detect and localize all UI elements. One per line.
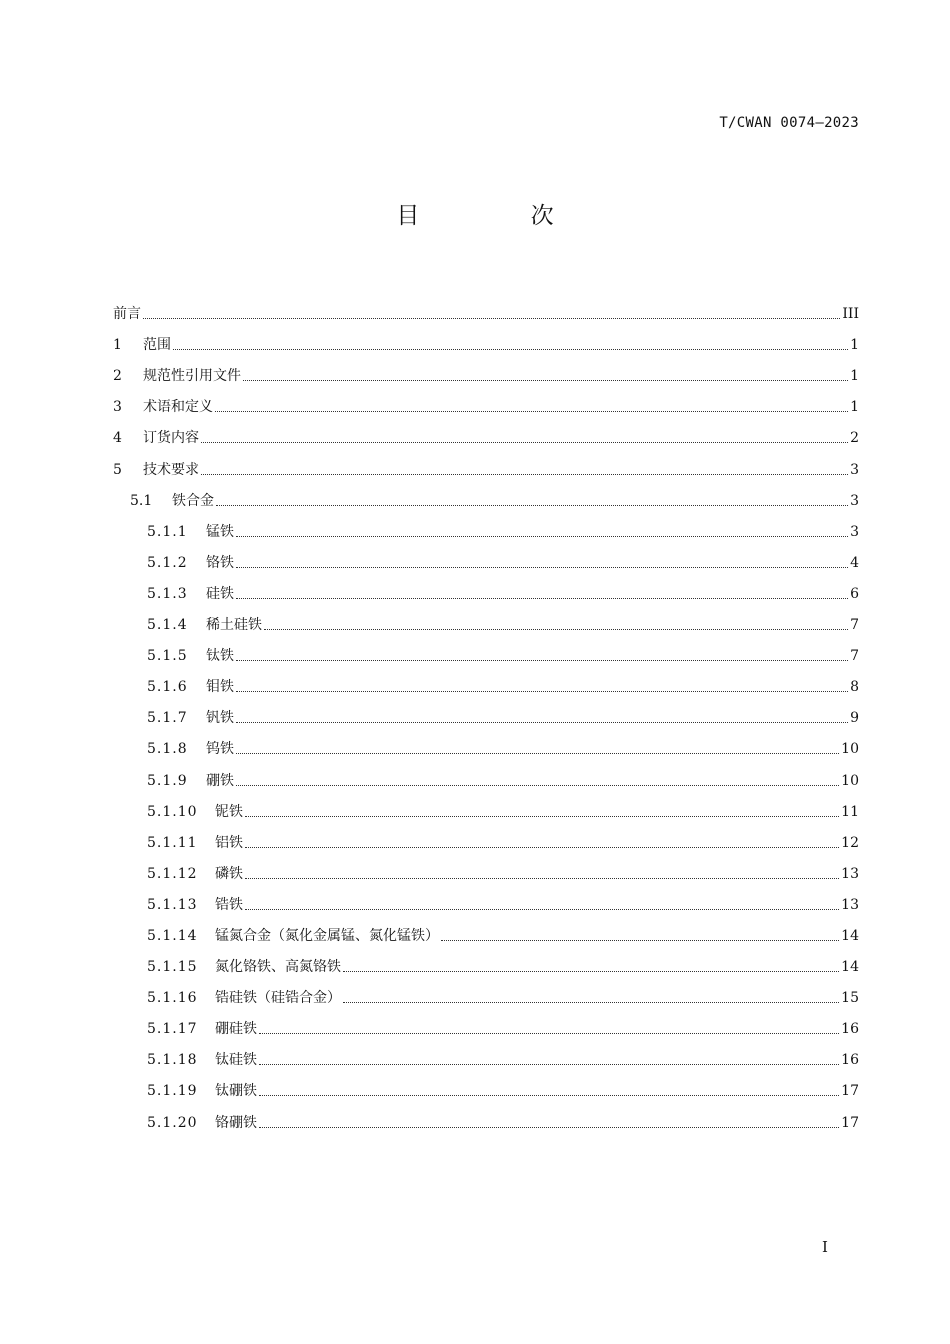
toc-entry-page: 3 xyxy=(850,492,859,509)
toc-entry-label: 规范性引用文件 xyxy=(143,368,241,385)
dot-leader xyxy=(243,379,848,381)
toc-entry-page: 3 xyxy=(850,461,859,478)
dot-leader xyxy=(245,846,839,848)
toc-entry-label: 钛铁 xyxy=(206,648,234,665)
toc-entry-number: 5.1.10 xyxy=(147,803,198,820)
dot-leader xyxy=(216,504,848,506)
toc-entry-label: 术语和定义 xyxy=(143,399,213,416)
toc-entry-label: 硼铁 xyxy=(206,772,234,789)
toc-entry[interactable] xyxy=(113,354,859,385)
toc-entry-page: 6 xyxy=(850,585,859,602)
toc-entry-number: 5.1.9 xyxy=(147,772,188,789)
toc-entry[interactable] xyxy=(113,510,859,541)
dot-leader xyxy=(245,877,839,879)
dot-leader xyxy=(343,1001,839,1003)
dot-leader xyxy=(201,473,848,475)
toc-entry[interactable] xyxy=(113,1038,859,1069)
toc-entry-number: 5.1.13 xyxy=(147,896,198,913)
toc-entry-number: 5.1.14 xyxy=(147,927,198,944)
toc-entry[interactable] xyxy=(113,665,859,696)
toc-entry-label: 锆硅铁（硅锆合金） xyxy=(215,990,341,1007)
toc-entry[interactable] xyxy=(113,292,859,323)
toc-entry-page: 10 xyxy=(841,741,859,758)
toc-entry[interactable] xyxy=(113,447,859,478)
toc-entry-page: 15 xyxy=(841,990,859,1007)
toc-entry[interactable] xyxy=(113,416,859,447)
toc-entry-label: 稀土硅铁 xyxy=(206,617,262,634)
dot-leader xyxy=(236,721,848,723)
toc-entry-label: 钼铁 xyxy=(206,679,234,696)
toc-entry-number: 5.1.19 xyxy=(147,1083,198,1100)
toc-entry-page: 8 xyxy=(850,679,859,696)
dot-leader xyxy=(259,1032,839,1034)
toc-entry[interactable] xyxy=(113,634,859,665)
toc-entry[interactable] xyxy=(113,603,859,634)
toc-entry[interactable] xyxy=(113,914,859,945)
toc-entry-label: 订货内容 xyxy=(143,430,199,447)
toc-entry-label: 铝铁 xyxy=(215,834,243,851)
toc-entry-label: 钛硼铁 xyxy=(215,1083,257,1100)
toc-entry[interactable] xyxy=(113,945,859,976)
toc-entry[interactable] xyxy=(113,1007,859,1038)
toc-entry[interactable] xyxy=(113,1100,859,1131)
toc-entry-label: 硅铁 xyxy=(206,585,234,602)
dot-leader xyxy=(259,1094,839,1096)
toc-entry-label: 氮化铬铁、高氮铬铁 xyxy=(215,959,341,976)
toc-entry-number: 1 xyxy=(113,337,122,354)
toc-entry-label: 铌铁 xyxy=(215,803,243,820)
toc-entry-page: 13 xyxy=(841,865,859,882)
toc-entry-number: 4 xyxy=(113,430,122,447)
toc-entry-page: 10 xyxy=(841,772,859,789)
toc-entry[interactable] xyxy=(113,821,859,852)
toc-entry-number: 5.1.5 xyxy=(147,648,188,665)
toc-entry-page: 1 xyxy=(850,337,859,354)
toc-entry[interactable] xyxy=(113,572,859,603)
page-title: 目 次 xyxy=(396,203,606,229)
toc-entry-page: 7 xyxy=(850,648,859,665)
toc-entry[interactable] xyxy=(113,323,859,354)
dot-leader xyxy=(215,410,848,412)
toc-entry-number: 5 xyxy=(113,461,122,478)
toc-entry-label: 技术要求 xyxy=(143,461,199,478)
toc-entry-label: 前言 xyxy=(113,306,141,323)
toc-entry-label: 钨铁 xyxy=(206,741,234,758)
dot-leader xyxy=(264,628,848,630)
toc-entry-number: 5.1.8 xyxy=(147,741,188,758)
toc-entry-page: 7 xyxy=(850,617,859,634)
toc-entry-page: 13 xyxy=(841,896,859,913)
toc-entry-number: 3 xyxy=(113,399,122,416)
toc-entry-label: 钛硅铁 xyxy=(215,1052,257,1069)
dot-leader xyxy=(173,348,848,350)
toc-entry-number: 5.1.20 xyxy=(147,1114,198,1131)
toc-entry-number: 5.1.4 xyxy=(147,617,188,634)
toc-entry[interactable] xyxy=(113,1069,859,1100)
toc-entry-number: 5.1.11 xyxy=(147,834,198,851)
dot-leader xyxy=(236,784,839,786)
dot-leader xyxy=(343,970,839,972)
dot-leader xyxy=(236,659,848,661)
dot-leader xyxy=(236,597,848,599)
toc-entry-page: 16 xyxy=(841,1052,859,1069)
toc-entry-page: III xyxy=(842,306,859,323)
toc-entry-number: 5.1.17 xyxy=(147,1021,198,1038)
toc-entry-number: 5.1.18 xyxy=(147,1052,198,1069)
toc-entry-label: 钒铁 xyxy=(206,710,234,727)
dot-leader xyxy=(236,690,848,692)
toc-entry-label: 锰铁 xyxy=(206,523,234,540)
page-number: I xyxy=(822,1238,828,1256)
toc-entry-number: 5.1.3 xyxy=(147,585,188,602)
dot-leader xyxy=(236,535,848,537)
toc-entry[interactable] xyxy=(113,852,859,883)
toc-entry-number: 5.1 xyxy=(130,492,153,509)
toc-entry[interactable] xyxy=(113,883,859,914)
toc-entry[interactable] xyxy=(113,696,859,727)
toc-entry-page: 4 xyxy=(850,554,859,571)
toc-entry-page: 1 xyxy=(850,399,859,416)
dot-leader xyxy=(245,908,839,910)
dot-leader xyxy=(259,1126,839,1128)
toc-entry-number: 2 xyxy=(113,368,122,385)
toc-entry-number: 5.1.1 xyxy=(147,523,188,540)
toc-entry-number: 5.1.16 xyxy=(147,990,198,1007)
toc-entry-page: 1 xyxy=(850,368,859,385)
toc-entry-page: 2 xyxy=(850,430,859,447)
toc-entry-number: 5.1.12 xyxy=(147,865,198,882)
dot-leader xyxy=(236,752,839,754)
toc-entry[interactable] xyxy=(113,541,859,572)
toc-entry-page: 11 xyxy=(841,803,859,820)
dot-leader xyxy=(236,566,848,568)
toc-entry-page: 16 xyxy=(841,1021,859,1038)
toc-entry-page: 17 xyxy=(841,1083,859,1100)
dot-leader xyxy=(441,939,839,941)
toc-entry-number: 5.1.15 xyxy=(147,959,198,976)
toc-entry[interactable] xyxy=(113,385,859,416)
toc-entry-label: 硼硅铁 xyxy=(215,1021,257,1038)
table-of-contents xyxy=(113,292,859,1132)
toc-entry-label: 范围 xyxy=(143,337,171,354)
toc-entry-page: 17 xyxy=(841,1114,859,1131)
toc-entry-label: 铁合金 xyxy=(172,492,214,509)
dot-leader xyxy=(201,441,848,443)
dot-leader xyxy=(245,815,839,817)
dot-leader xyxy=(259,1063,839,1065)
toc-entry-page: 9 xyxy=(850,710,859,727)
toc-entry[interactable] xyxy=(113,790,859,821)
toc-entry-page: 3 xyxy=(850,523,859,540)
toc-entry-label: 磷铁 xyxy=(215,865,243,882)
toc-entry-number: 5.1.7 xyxy=(147,710,188,727)
toc-entry-number: 5.1.2 xyxy=(147,554,188,571)
toc-entry-label: 铬铁 xyxy=(206,554,234,571)
toc-entry[interactable] xyxy=(113,727,859,758)
toc-entry-label: 铬硼铁 xyxy=(215,1114,257,1131)
toc-entry-page: 12 xyxy=(841,834,859,851)
toc-entry[interactable] xyxy=(113,479,859,510)
document-id: T/CWAN 0074—2023 xyxy=(719,115,859,131)
toc-entry[interactable] xyxy=(113,758,859,789)
toc-entry[interactable] xyxy=(113,976,859,1007)
toc-entry-page: 14 xyxy=(841,927,859,944)
dot-leader xyxy=(143,317,840,319)
toc-entry-page: 14 xyxy=(841,959,859,976)
toc-entry-label: 锆铁 xyxy=(215,896,243,913)
toc-entry-number: 5.1.6 xyxy=(147,679,188,696)
toc-entry-label: 锰氮合金（氮化金属锰、氮化锰铁） xyxy=(215,927,439,944)
